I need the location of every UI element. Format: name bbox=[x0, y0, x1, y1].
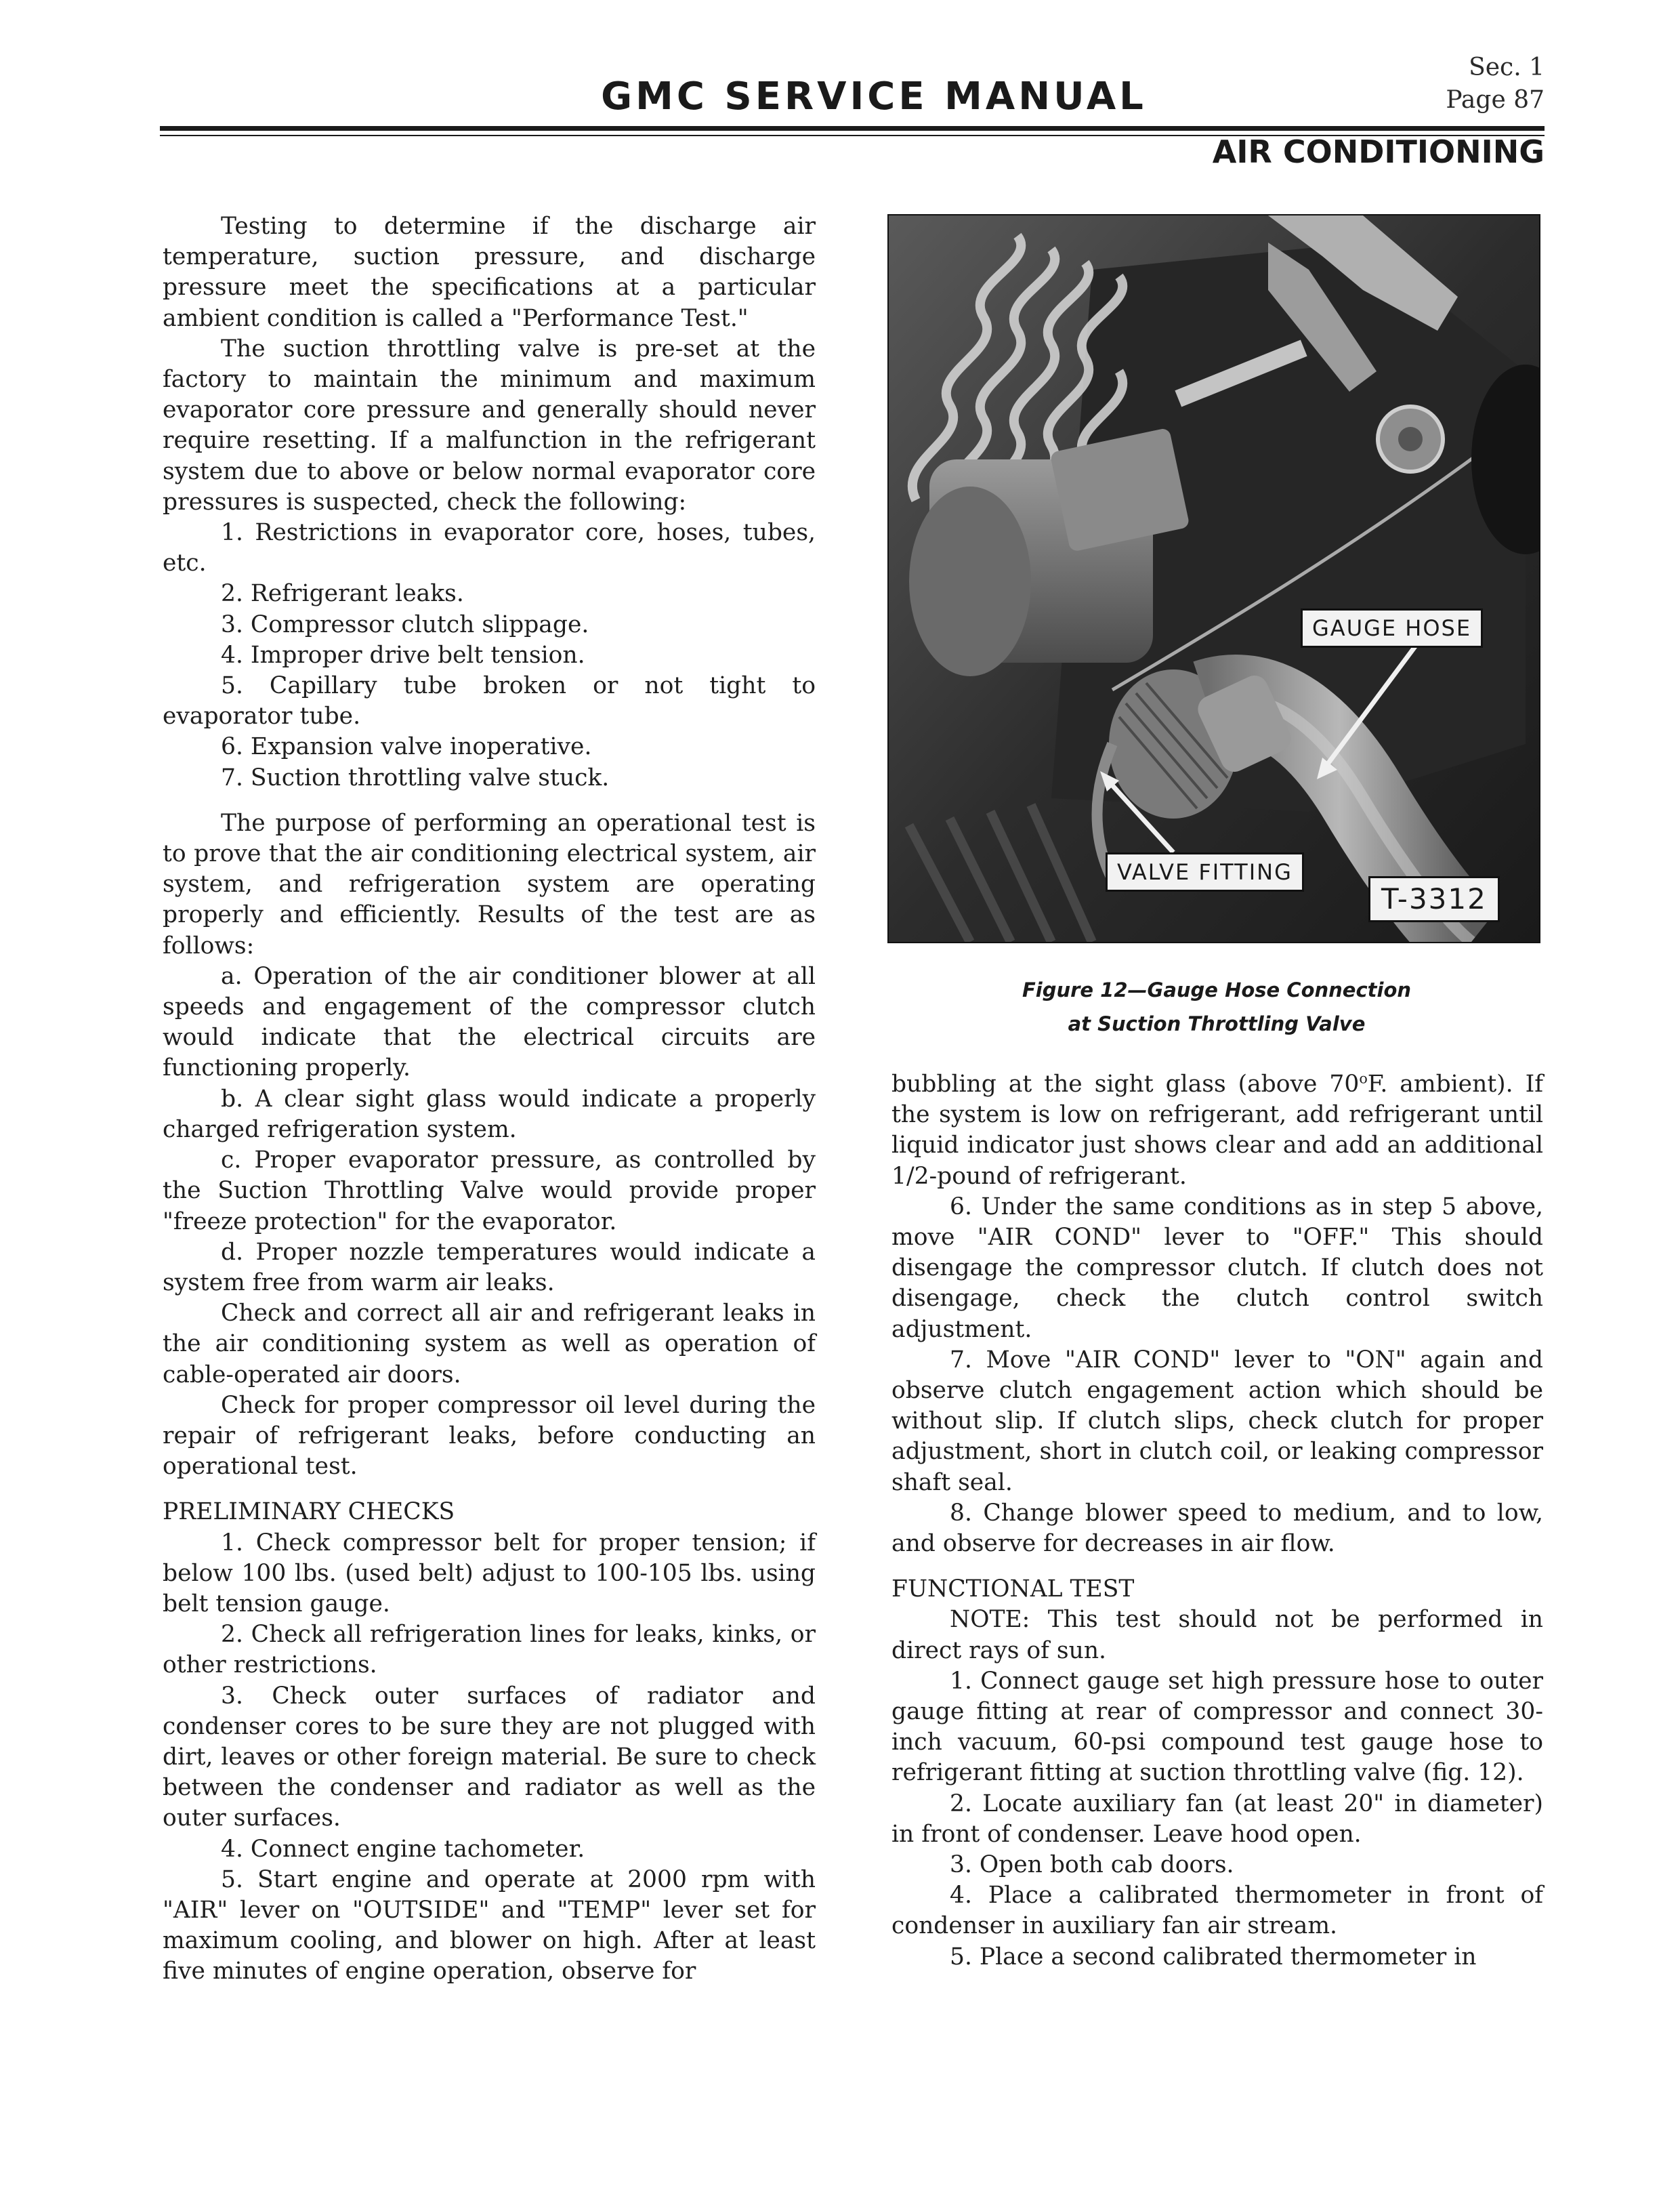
caption-line: at Suction Throttling Valve bbox=[1068, 1012, 1366, 1035]
list-item: 6. Under the same conditions as in step 5 above, move "AIR COND" lever to "OFF." This should disengage the compressor clutch. If clutch does not disengage, check the clutch control switch adjustment. bbox=[891, 1193, 1543, 1343]
list-item: d. Proper nozzle temperatures would indicate a system free from warm air leaks. bbox=[163, 1238, 816, 1296]
list-item: b. A clear sight glass would indicate a properly charged refrigeration system. bbox=[163, 1085, 816, 1143]
paragraph: Check for proper compressor oil level during the repair of refrigerant leaks, before conducting an operational test. bbox=[163, 1391, 816, 1481]
photo-illustration bbox=[889, 215, 1539, 942]
list-item: 4. Improper drive belt tension. bbox=[221, 641, 585, 669]
header-rule bbox=[160, 126, 1545, 131]
subheading-preliminary-checks: PRELIMINARY CHECKS bbox=[163, 1498, 455, 1526]
right-column bbox=[891, 1069, 1543, 1973]
list-item: 1. Check compressor belt for proper tension; if below 100 lbs. (used belt) adjust to 100-105 lbs. using belt tension gauge. bbox=[163, 1529, 816, 1617]
list-item: c. Proper evaporator pressure, as controlled by the Suction Throttling Valve would provide proper "freeze protection" for the evaporator. bbox=[163, 1147, 816, 1235]
list-item: 3. Open both cab doors. bbox=[950, 1851, 1234, 1879]
list-item: 5. Place a second calibrated thermometer in bbox=[950, 1943, 1477, 1970]
continued-paragraph bbox=[891, 1069, 1543, 1192]
list-item: 2. Check all refrigeration lines for leaks, kinks, or other restrictions. bbox=[163, 1621, 816, 1679]
list-item: 7. Suction throttling valve stuck. bbox=[221, 764, 610, 791]
list-item: 5. Start engine and operate at 2000 rpm with "AIR" lever on "OUTSIDE" and "TEMP" lever set for maximum cooling, and blower on high. After at least five minutes of engine operation, observe for bbox=[163, 1865, 816, 1985]
list-item: a. Operation of the air conditioner blower at all speeds and engagement of the compressor clutch would indicate that the electrical circuits are functioning properly. bbox=[163, 962, 816, 1082]
list-item: 2. Locate auxiliary fan (at least 20" in diameter) in front of condenser. Leave hood open. bbox=[891, 1790, 1543, 1848]
paragraph: The purpose of performing an operational test is to prove that the air conditioning electrical system, air system, and refrigeration system are operating properly and efficiently. Results of the test are as follows: bbox=[163, 809, 816, 959]
left-column bbox=[163, 211, 816, 1987]
text-fragment: F. ambient). If the system is low on refrigerant, add refrigerant until liquid indicator just shows clear and add an additional 1/2-pound of refrigerant. bbox=[891, 1071, 1543, 1190]
degree-superscript: o bbox=[1359, 1070, 1368, 1087]
list-item: 4. Place a calibrated thermometer in front of condenser in auxiliary fan air stream. bbox=[891, 1882, 1543, 1940]
list-item: 3. Check outer surfaces of radiator and condenser cores to be sure they are not plugged with dirt, leaves or other foreign material. Be sure to check between the condenser and radiator as well as the outer surfaces. bbox=[163, 1682, 816, 1832]
note: NOTE: This test should not be performed in direct rays of sun. bbox=[891, 1606, 1543, 1664]
list-item: 1. Restrictions in evaporator core, hoses, tubes, etc. bbox=[163, 519, 816, 577]
list-item: 7. Move "AIR COND" lever to "ON" again and observe clutch engagement action which should be without slip. If clutch slips, check clutch for proper adjustment, short in clutch coil, or leaking compressor shaft seal. bbox=[891, 1346, 1543, 1496]
paragraph: Check and correct all air and refrigerant leaks in the air conditioning system as well as operation of cable-operated air doors. bbox=[163, 1300, 816, 1388]
gauge-hose-label: GAUGE HOSE bbox=[1301, 608, 1483, 648]
figure-photo bbox=[887, 214, 1540, 943]
paragraph: The suction throttling valve is pre-set at the factory to maintain the minimum and maximum evaporator core pressure and generally should never require resetting. If a malfunction in the refrigerant system due to above or below normal evaporator core pressures is suspected, check the following: bbox=[163, 335, 816, 516]
manual-title: GMC SERVICE MANUAL bbox=[601, 75, 1147, 119]
figure-caption bbox=[891, 973, 1542, 1041]
list-item: 1. Connect gauge set high pressure hose to outer gauge fitting at rear of compressor and connect 30-inch vacuum, 60-psi compound test gauge hose to refrigerant fitting at suction throttling valve (fig. 12). bbox=[891, 1667, 1543, 1787]
figure-code-label: T-3312 bbox=[1368, 876, 1500, 922]
list-item: 3. Compressor clutch slippage. bbox=[221, 611, 589, 638]
list-item: 6. Expansion valve inoperative. bbox=[221, 733, 592, 761]
list-item: 4. Connect engine tachometer. bbox=[221, 1835, 585, 1863]
valve-fitting-label: VALVE FITTING bbox=[1106, 852, 1304, 892]
caption-line: Figure 12—Gauge Hose Connection bbox=[1022, 978, 1412, 1002]
section-title: AIR CONDITIONING bbox=[1212, 133, 1545, 170]
page-number: Page 87 bbox=[1446, 86, 1545, 114]
text-fragment: bubbling at the sight glass (above 70 bbox=[891, 1071, 1360, 1098]
list-item: 2. Refrigerant leaks. bbox=[221, 580, 464, 608]
section-number: Sec. 1 bbox=[1469, 54, 1545, 81]
list-item: 8. Change blower speed to medium, and to low, and observe for decreases in air flow. bbox=[891, 1499, 1543, 1558]
subheading-functional-test: FUNCTIONAL TEST bbox=[891, 1575, 1135, 1603]
list-item: 5. Capillary tube broken or not tight to evaporator tube. bbox=[163, 672, 816, 730]
paragraph: Testing to determine if the discharge air temperature, suction pressure, and discharge pressure meet the specifications at a particular ambient condition is called a "Performance Test." bbox=[163, 213, 816, 332]
